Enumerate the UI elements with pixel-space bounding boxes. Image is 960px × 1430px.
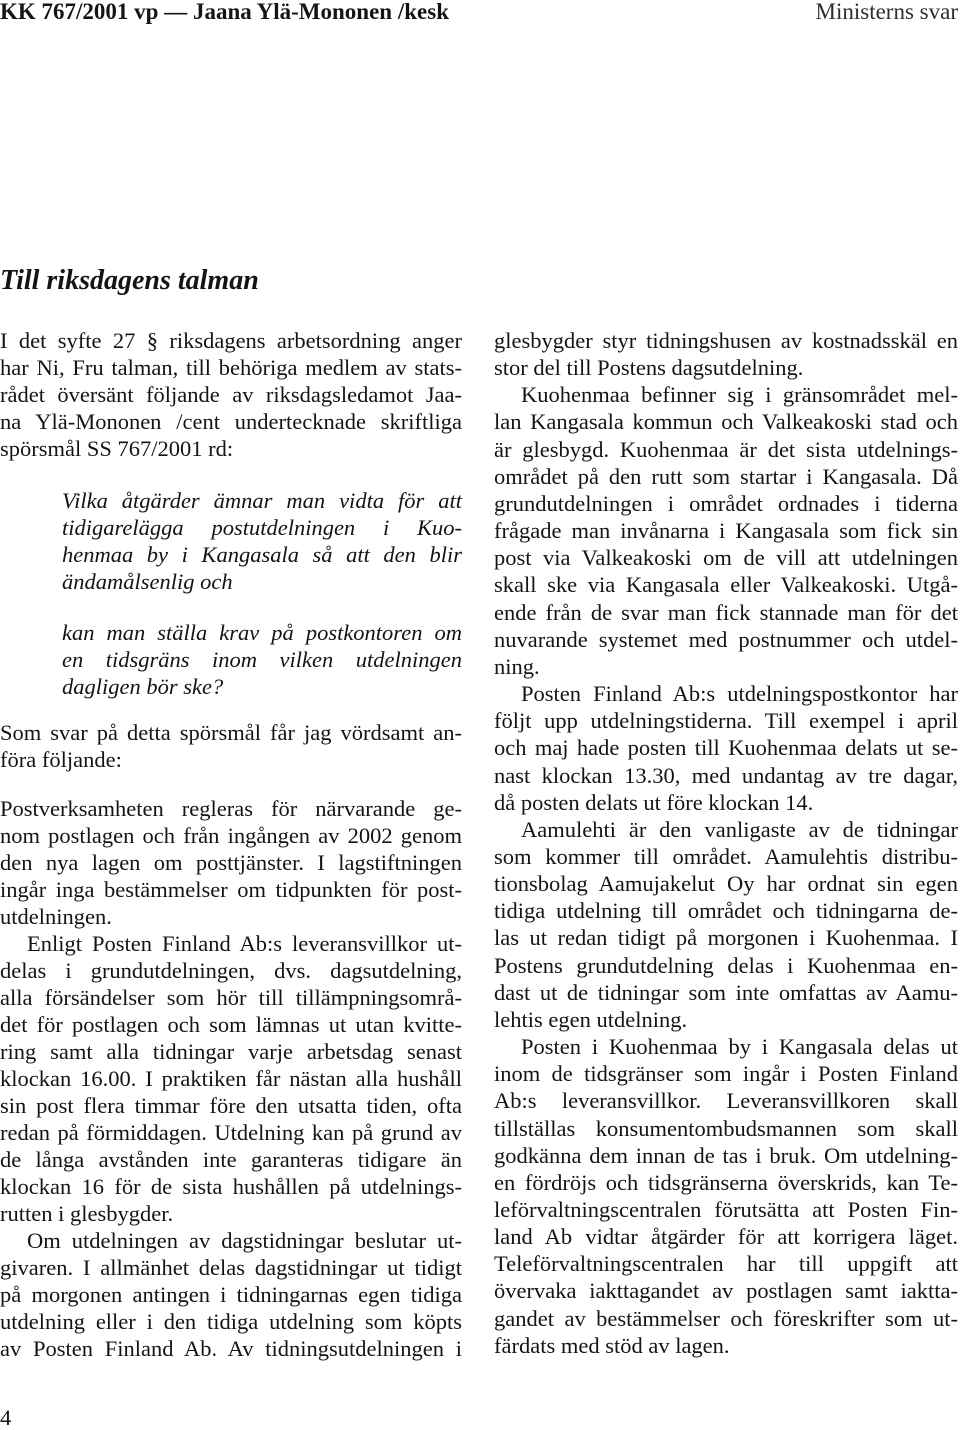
text-line: las ut redan tidigt på morgonen i Kuohenmaa. I bbox=[494, 925, 958, 951]
text-line: delas i grundutdelningen, dvs. dagsutdelning, bbox=[0, 958, 462, 983]
paragraph-6 bbox=[494, 816, 958, 1033]
paragraph-5 bbox=[494, 680, 958, 816]
paragraph-3-continued bbox=[494, 327, 958, 381]
text-line: en tidsgräns inom vilken utdelningen bbox=[62, 647, 462, 672]
text-line: tidigarelägga postutdelningen i Kuo- bbox=[62, 515, 462, 540]
text-line: ring samt alla tidningar varje arbetsdag senast bbox=[0, 1039, 462, 1064]
page-number: 4 bbox=[0, 1405, 12, 1430]
text-line: nuvarande systemet med postnummer och utdel- bbox=[494, 626, 958, 652]
intro-paragraph bbox=[0, 327, 462, 462]
text-line: är glesbygd. Kuohenmaa är det sista utdelnings- bbox=[494, 436, 958, 462]
text-line: na Ylä-Mononen /cent undertecknade skriftliga bbox=[0, 409, 462, 434]
text-line: givaren. I allmänhet delas dagstidningar ut tidigt bbox=[0, 1255, 462, 1280]
text-line: ingår inga bestämmelser om tidpunkten för post- bbox=[0, 877, 462, 902]
text-line: henmaa by i Kangasala så att den blir bbox=[62, 542, 462, 567]
text-line: kan man ställa krav på postkontoren om bbox=[62, 620, 462, 645]
text-line: leförvaltningscentralen förutsätta att Posten Fin- bbox=[494, 1197, 958, 1222]
text-line: som kommer till området. Aamulehtis distribu- bbox=[494, 843, 958, 869]
paragraph-1 bbox=[0, 795, 462, 930]
text-line: skall ske via Kangasala eller Valkeakoski. Utgå- bbox=[494, 572, 958, 598]
text-line: land Ab vidtar åtgärder för att korrigera läget. bbox=[494, 1224, 958, 1250]
text-line: ende från de svar man fick stannade man för det bbox=[494, 599, 958, 625]
text-line: rutten i glesbygder. bbox=[0, 1201, 174, 1226]
text-line: klockan 16 för de sista hushållen på utdelnings- bbox=[0, 1174, 462, 1199]
text-line: stor del till Postens dagsutdelning. bbox=[494, 355, 804, 381]
text-line: ning. bbox=[494, 653, 540, 679]
text-line: följt upp utdelningstiderna. Till exempel i april bbox=[494, 708, 958, 734]
right-column bbox=[494, 327, 958, 1359]
answer-opening bbox=[0, 719, 462, 773]
text-line: Vilka åtgärder ämnar man vidta för att bbox=[62, 488, 462, 513]
question-part-1 bbox=[62, 487, 462, 595]
text-line: gandet av bestämmelser och föreskrifter som ut- bbox=[494, 1305, 958, 1331]
text-line: I det syfte 27 § riksdagens arbetsordning anger bbox=[0, 328, 462, 353]
paragraph-7 bbox=[494, 1033, 958, 1359]
question-block bbox=[62, 487, 462, 700]
text-line: området på den rutt som startar i Kangasala. Då bbox=[494, 463, 958, 489]
text-line: har Ni, Fru talman, till behöriga medlem av stats- bbox=[0, 355, 462, 380]
text-line: Posten Finland Ab:s utdelningspostkontor har bbox=[521, 681, 958, 707]
text-line: lan Kangasala kommun och Valkeakoski stad och bbox=[494, 409, 958, 435]
text-line: Aamulehti är den vanligaste av de tidningar bbox=[521, 816, 958, 842]
text-line: Som svar på detta spörsmål får jag vördsamt an- bbox=[0, 720, 462, 745]
text-line: glesbygder styr tidningshusen av kostnadsskäl en bbox=[494, 328, 958, 353]
text-line: inom de tidsgränser som ingår i Posten Finland bbox=[494, 1061, 958, 1087]
text-line: de långa avstånden inte garanteras tidigare än bbox=[0, 1147, 462, 1172]
text-line: frågade man invånarna i Kangasala som fick sin bbox=[494, 518, 958, 544]
text-line: Ab:s leveransvillkor. Leveransvillkoren skall bbox=[494, 1088, 958, 1114]
text-line: dast ut de tidningar som inte omfattas av Aamu- bbox=[494, 979, 958, 1005]
text-line: föra följande: bbox=[0, 747, 122, 772]
text-line: alla försändelser som hör till tillämpningsområ- bbox=[0, 985, 462, 1010]
text-line: dagligen bör ske? bbox=[62, 674, 224, 699]
text-line: och maj hade posten till Kuohenmaa delats ut se- bbox=[494, 735, 958, 761]
text-line: Postverksamheten regleras för närvarande ge- bbox=[0, 796, 462, 821]
text-line: Teleförvaltningscentralen har till uppgift att bbox=[494, 1251, 958, 1277]
text-line: post via Valkeakoski om de vill att utdelningen bbox=[494, 545, 958, 571]
text-line: färdats med stöd av lagen. bbox=[494, 1332, 730, 1358]
text-line: en fördröjs och tidsgränserna överskrids, kan Te- bbox=[494, 1169, 958, 1195]
text-line: ändamålsenlig och bbox=[62, 569, 233, 594]
running-title: KK 767/2001 vp — Jaana Ylä-Mononen /kesk bbox=[0, 0, 449, 24]
text-line: Postens grundutdelning delas i Kuohenmaa en- bbox=[494, 952, 958, 978]
text-line: Om utdelningen av dagstidningar beslutar ut- bbox=[27, 1228, 462, 1253]
text-line: sin post flera timmar före den utsatta tiden, ofta bbox=[0, 1093, 462, 1118]
question-part-2 bbox=[62, 619, 462, 700]
text-line: redan på förmiddagen. Utdelning kan på grund av bbox=[0, 1120, 462, 1145]
page-header bbox=[0, 0, 960, 24]
text-line: klockan 16.00. I praktiken får nästan alla hushåll bbox=[0, 1066, 462, 1091]
text-line: av Posten Finland Ab. Av tidningsutdelningen i bbox=[0, 1336, 462, 1361]
text-line: den nya lagen om posttjänster. I lagstiftningen bbox=[0, 850, 462, 875]
text-line: tillställas konsumentombudsmannen som skall bbox=[494, 1115, 958, 1141]
text-line: på morgonen antingen i tidningarnas egen tidiga bbox=[0, 1282, 462, 1307]
text-line: nast klockan 13.30, med undantag av tre dagar, bbox=[494, 762, 958, 788]
text-line: då posten delats ut före klockan 14. bbox=[494, 789, 814, 815]
text-line: utdelning eller i den tidiga utdelning som köpts bbox=[0, 1309, 462, 1334]
text-line: rådet översänt följande av riksdagsledamot Jaa- bbox=[0, 382, 462, 407]
text-line: övervaka iakttagandet av postlagen samt iaktta- bbox=[494, 1278, 958, 1304]
text-line: lehtis egen utdelning. bbox=[494, 1006, 688, 1032]
document-title: Till riksdagens talman bbox=[0, 265, 259, 296]
text-line: det för postlagen och som lämnas ut utan kvitte- bbox=[0, 1012, 462, 1037]
text-line: spörsmål SS 767/2001 rd: bbox=[0, 436, 234, 461]
text-line: godkänna dem innan de tas i bruk. Om utdelning- bbox=[494, 1142, 958, 1168]
paragraph-3 bbox=[0, 1227, 462, 1362]
text-line: Posten i Kuohenmaa by i Kangasala delas ut bbox=[521, 1034, 958, 1060]
text-line: tidiga utdelning till området och tidningarna de- bbox=[494, 898, 958, 924]
text-line: Kuohenmaa befinner sig i gränsområdet mel- bbox=[521, 382, 958, 408]
text-line: nom postlagen och från ingången av 2002 genom bbox=[0, 823, 462, 848]
text-line: grundutdelningen i området ordnades i tiderna bbox=[494, 490, 958, 516]
left-column bbox=[0, 327, 462, 1362]
paragraph-2 bbox=[0, 930, 462, 1227]
section-label: Ministerns svar bbox=[815, 0, 958, 24]
text-line: utdelningen. bbox=[0, 904, 112, 929]
paragraph-4 bbox=[494, 381, 958, 680]
text-line: Enligt Posten Finland Ab:s leveransvillkor ut- bbox=[27, 931, 462, 956]
text-line: tionsbolag Aamujakelut Oy har ordnat sin egen bbox=[494, 871, 958, 897]
